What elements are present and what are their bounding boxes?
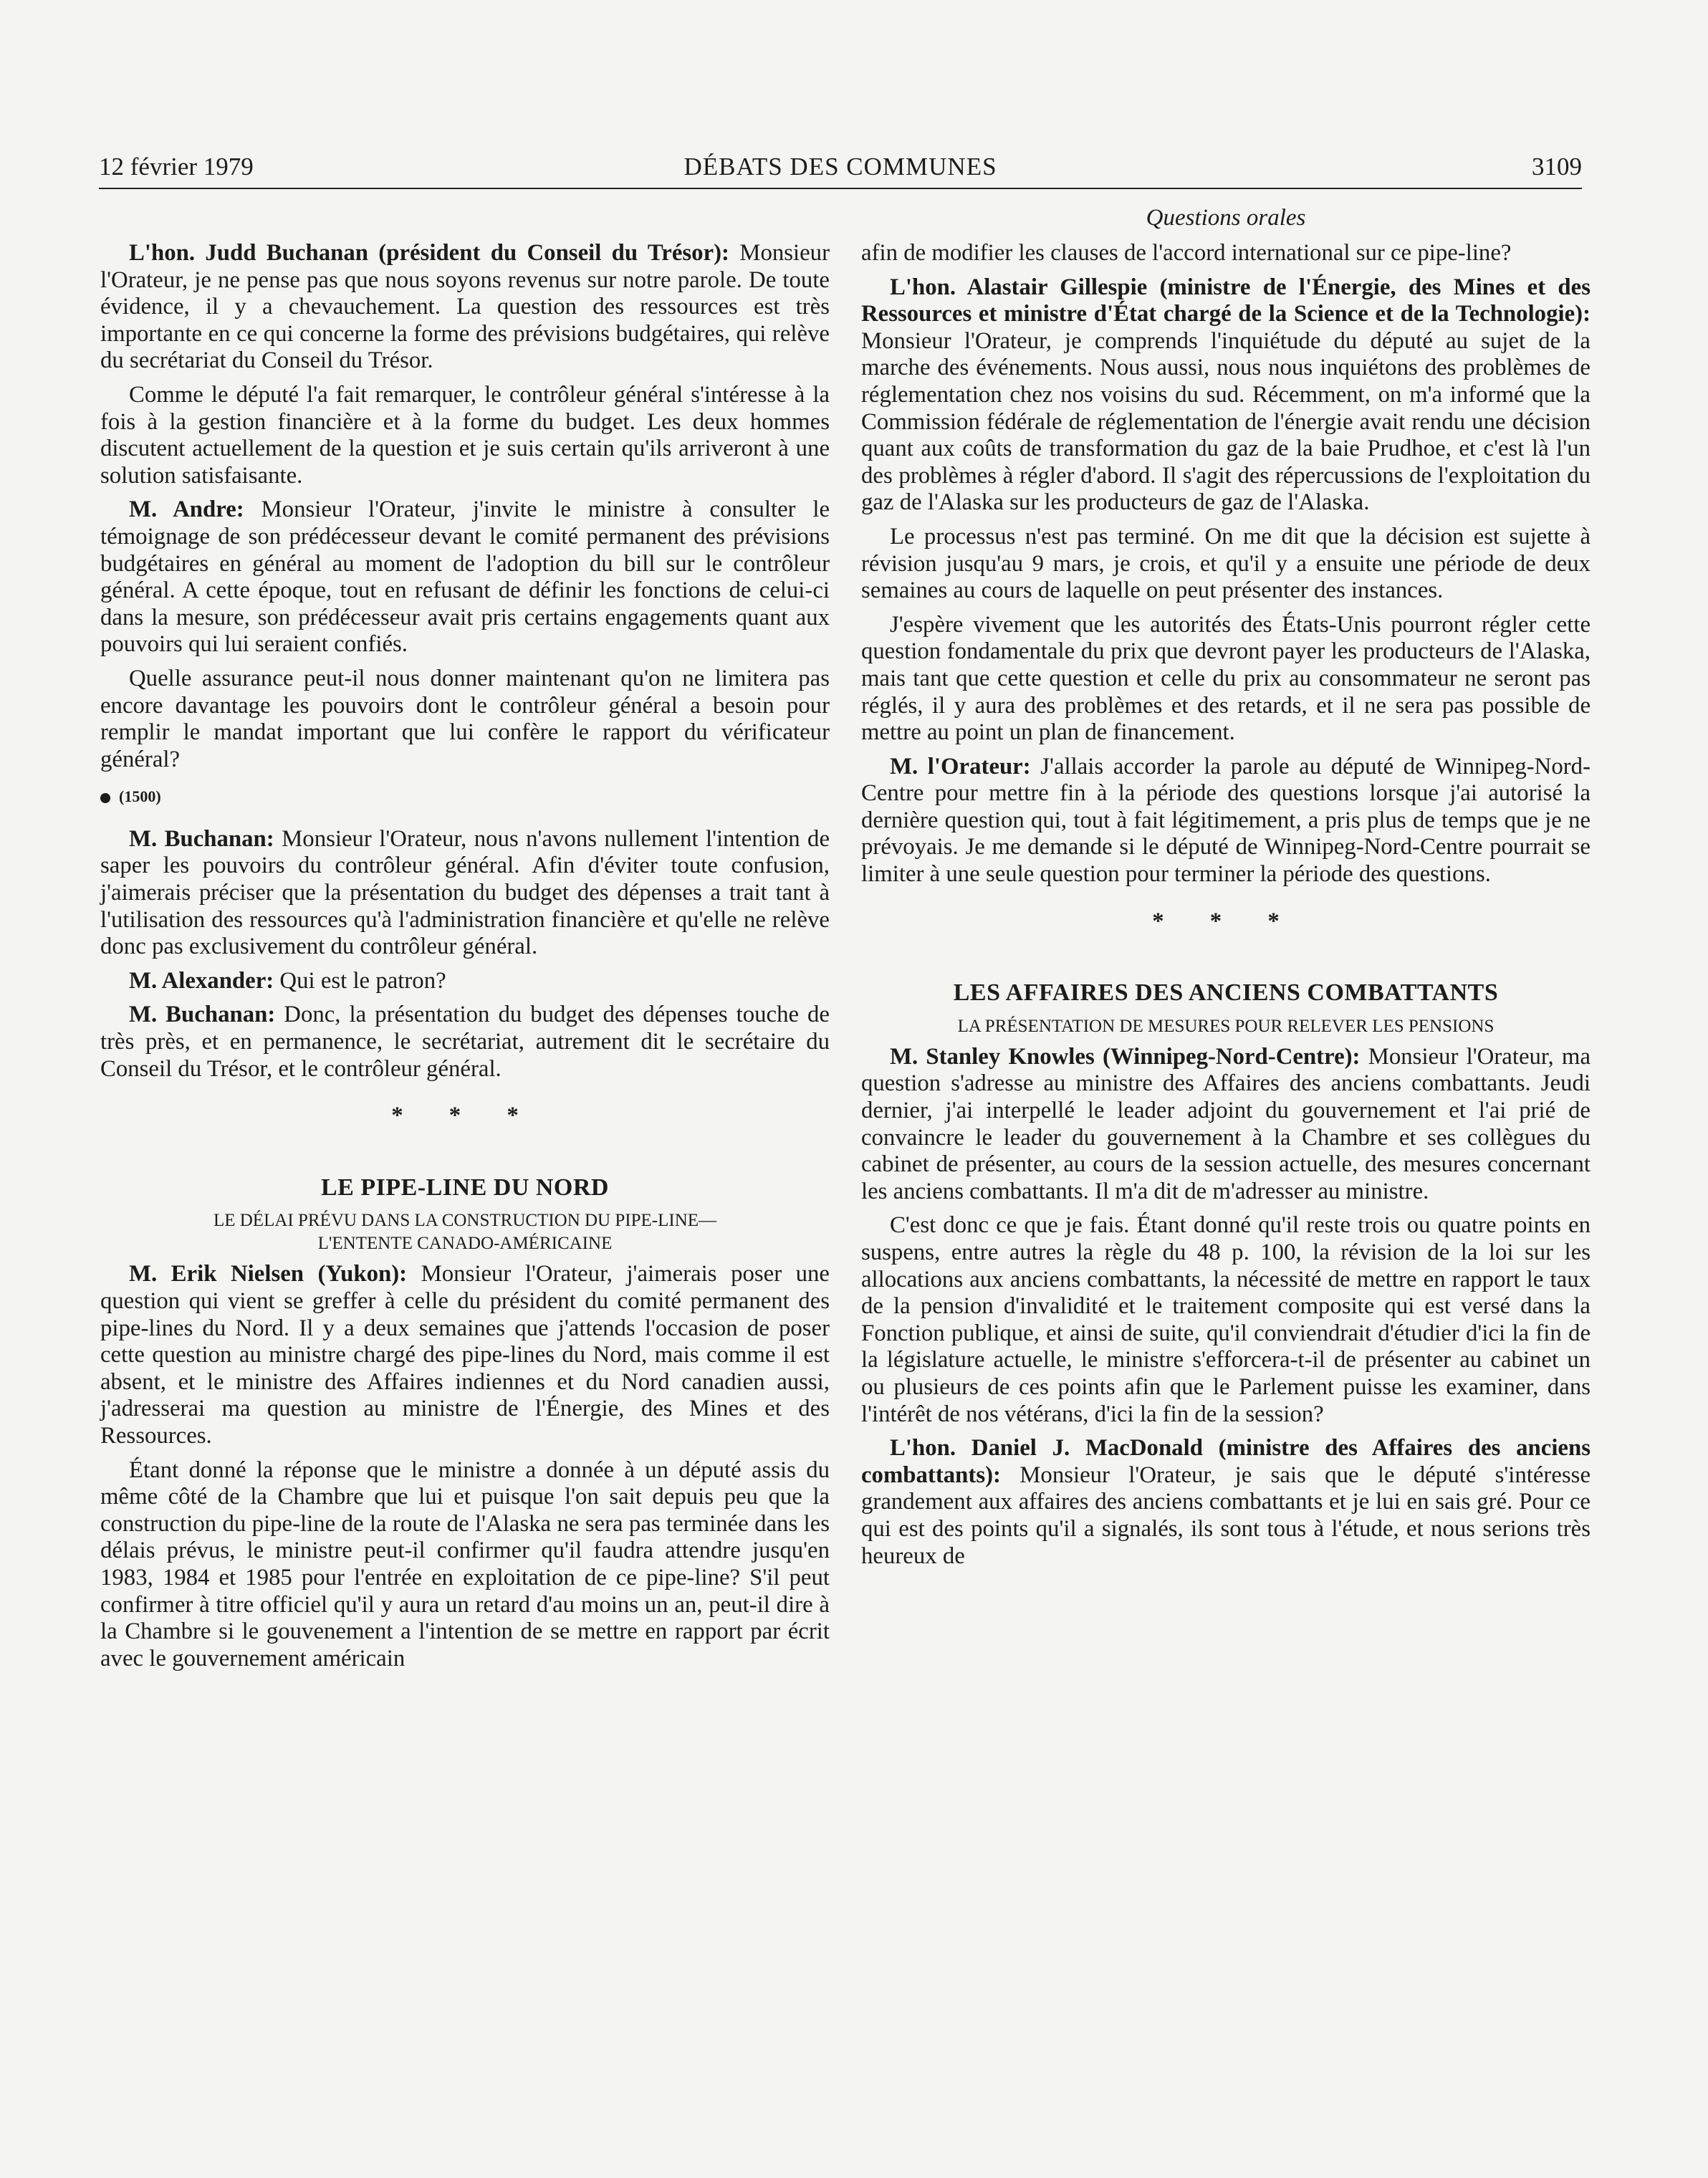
section-separator: * * *	[1152, 908, 1300, 934]
paragraph: Le processus n'est pas terminé. On me dit que la décision est sujette à révision jusqu'au 9 mars, je crois, et qu'il y a ensuite une période de deux semaines au cours de laquelle on peut présenter des instances.	[861, 523, 1591, 604]
subtitle-line: LE DÉLAI PRÉVU DANS LA CONSTRUCTION DU PIPE-LINE—	[213, 1211, 717, 1231]
paragraph: J'espère vivement que les autorités des États-Unis pourront régler cette question fondamentale du prix que devront payer les producteurs de l'Alaska, mais tant que cette question et celle du prix au consommateur ne seront pas réglés, il y aura des problèmes et des retards, et il ne sera pas possible de mettre au point un plan de financement.	[861, 611, 1591, 746]
left-column	[100, 240, 830, 1679]
speech-text: Monsieur l'Orateur, nous n'avons nullement l'intention de saper les pouvoirs du contrôleur général. Afin d'éviter toute confusion, j'aimerais préciser que la présentation du budget des dépenses a trait tant à l'utilisation des ressources qu'à l'administration financière et qu'elle ne relève donc pas exclusivement du contrôleur général.	[100, 825, 830, 960]
speech-text: Donc, la présentation du budget des dépenses touche de très près, et en permanence, le secrétariat, autrement dit le secrétaire du Conseil du Trésor, et le contrôleur général.	[100, 1002, 830, 1082]
paragraph	[100, 968, 830, 995]
paragraph: Étant donné la réponse que le ministre a donnée à un député assis du même côté de la Chambre que lui et puisque l'on sait depuis peu que la construction du pipe-line de la route de l'Alaska ne sera pas terminée dans les délais prévus, le ministre peut-il confirmer qu'il faudra attendre jusqu'en 1983, 1984 et 1985 pour l'entrée en exploitation de ce pipe-line? S'il peut confirmer à titre officiel qu'il y aura un retard d'au moins un an, peut-il dire à la Chambre si le gouvenement a l'intention de se mettre en rapport par écrit avec le gouvernement américain	[100, 1457, 830, 1671]
speech-text: Monsieur l'Orateur, je comprends l'inquiétude du député au sujet de la marche des événements. Nous aussi, nous nous inquiétons des problèmes de réglementation chez nos voisins du sud. Récemment, on m'a informé que la Commission fédérale de réglementation de l'énergie avait rendu une décision quant aux coûts de transformation du gaz de la baie Prudhoe, et c'est là l'un des problèmes à régler d'abord. Il s'agit des répercussions de l'exploitation du gaz de l'Alaska sur les producteurs de gaz de l'Alaska.	[861, 327, 1591, 516]
speaker-name: M. Buchanan:	[129, 825, 274, 852]
paragraph	[100, 1261, 830, 1449]
speech-text: Monsieur l'Orateur, ma question s'adresse au ministre des Affaires des anciens combattants. Jeudi dernier, j'ai interpellé le leader adjoint du gouvernement et l'ai prié de convaincre le leader du gouvernement à la Chambre et ses collègues du cabinet de présenter, au cours de la session actuelle, des mesures concernant les anciens combattants. Il m'a dit de m'adresser au ministre.	[861, 1043, 1591, 1204]
speaker-name: M. Andre:	[129, 496, 244, 523]
speech-text: Qui est le patron?	[279, 967, 446, 994]
speaker-name: M. Stanley Knowles (Winnipeg-Nord-Centre):	[890, 1043, 1361, 1070]
speaker-name: L'hon. Alastair Gillespie (ministre de l'Énergie, des Mines et des Ressources et ministre d'État chargé de la Science et de la Technologie):	[861, 274, 1591, 327]
paragraph: afin de modifier les clauses de l'accord international sur ce pipe-line?	[861, 240, 1512, 266]
subtitle-line: L'ENTENTE CANADO-AMÉRICAINE	[317, 1234, 613, 1254]
paragraph: C'est donc ce que je fais. Étant donné qu'il reste trois ou quatre points en suspens, entre autres la règle du 48 p. 100, la révision de la loi sur les allocations aux anciens combattants, la nécessité de mettre en rapport le taux de la pension d'invalidité et le traitement composite qui est versé dans la Fonction publique, et ainsi de suite, qu'il conviendrait d'étudier d'ici la fin de la législature actuelle, le ministre s'efforcera-t-il de présenter au cabinet un ou plusieurs de ces points afin que le Parlement puisse les examiner, dans l'intérêt de nos vétérans, d'ici la fin de la session?	[861, 1212, 1591, 1427]
header-title: DÉBATS DES COMMUNES	[683, 153, 997, 181]
speaker-name: L'hon. Judd Buchanan (président du Conseil du Trésor):	[129, 240, 729, 266]
page-header	[99, 153, 1582, 187]
paragraph	[861, 274, 1591, 517]
bullet-icon	[100, 793, 110, 803]
time-marker-text: (1500)	[119, 787, 161, 806]
paragraph	[100, 240, 830, 375]
paragraph	[100, 826, 830, 961]
section-subtitle	[100, 1209, 830, 1255]
header-rule	[99, 188, 1582, 189]
paragraph: Comme le député l'a fait remarquer, le contrôleur général s'intéresse à la fois à la gestion financière et à la forme du budget. Les deux hommes discutent actuellement de la question et je suis certain qu'ils arriveront à une solution satisfaisante.	[100, 381, 830, 489]
paragraph	[861, 754, 1591, 888]
paragraph: Quelle assurance peut-il nous donner maintenant qu'on ne limitera pas encore davantage les pouvoirs dont le contrôleur général a besoin pour remplir le mandat important que lui confère le rapport du vérificateur général?	[100, 665, 830, 772]
paragraph	[861, 1435, 1591, 1570]
paragraph	[861, 1044, 1591, 1206]
section-title: LES AFFAIRES DES ANCIENS COMBATTANTS	[953, 979, 1499, 1007]
speaker-name: M. Erik Nielsen (Yukon):	[129, 1261, 408, 1287]
speech-text: J'allais accorder la parole au député de Winnipeg-Nord-Centre pour mettre fin à la période des questions lorsque j'ai autorisé la dernière question qui, tout à fait légitimement, a pris plus de temps que je ne prévoyais. Je me demande si le député de Winnipeg-Nord-Centre pourrait se limiter à une seule question pour terminer la période des questions.	[861, 753, 1591, 888]
section-subtitle: LA PRÉSENTATION DE MESURES POUR RELEVER LES PENSIONS	[957, 1016, 1494, 1036]
section-separator: * * *	[391, 1103, 539, 1129]
speech-text: Monsieur l'Orateur, j'aimerais poser une question qui vient se greffer à celle du président du comité permanent des pipe-lines du Nord. Il y a deux semaines que j'attends l'occasion de poser cette question au ministre chargé des pipe-lines du Nord, mais comme il est absent, et le ministre des Affaires indiennes et du Nord canadien aussi, j'adresserai ma question au ministre de l'Énergie, des Mines et des Ressources.	[100, 1261, 830, 1449]
paragraph	[100, 496, 830, 658]
speech-text: Monsieur l'Orateur, je ne pense pas que nous soyons revenus sur notre parole. De toute évidence, il y a chevauchement. La question des ressources est très importante en ce qui concerne la forme des prévisions budgétaires, qui relève du secrétariat du Conseil du Trésor.	[100, 240, 830, 374]
right-column	[861, 240, 1591, 1577]
header-page-number: 3109	[1532, 153, 1582, 181]
section-title: LE PIPE-LINE DU NORD	[321, 1174, 609, 1201]
speaker-name: L'hon. Daniel J. MacDonald (ministre des Affaires des anciens combattants):	[861, 1435, 1591, 1488]
time-marker	[100, 783, 830, 810]
paragraph	[100, 1002, 830, 1083]
speaker-name: M. l'Orateur:	[890, 753, 1031, 779]
speaker-name: M. Alexander:	[129, 967, 274, 994]
speech-text: Monsieur l'Orateur, je sais que le député s'intéresse grandement aux affaires des anciens combattants et je lui en sais gré. Pour ce qui est des points qu'il a signalés, ils sont tous à l'étude, et nous serions très heureux de	[861, 1462, 1591, 1569]
speaker-name: M. Buchanan:	[129, 1002, 276, 1028]
header-date: 12 février 1979	[99, 153, 254, 181]
running-head: Questions orales	[1146, 205, 1306, 231]
speech-text: Monsieur l'Orateur, j'invite le ministre à consulter le témoignage de son prédécesseur devant le comité permanent des prévisions budgétaires en général au moment de l'adoption du bill sur le contrôleur général. A cette époque, tout en refusant de définir les fonctions de celui-ci dans la mesure, son prédécesseur avait pris certains engagements quant aux pouvoirs qui lui seraient confiés.	[100, 496, 830, 658]
